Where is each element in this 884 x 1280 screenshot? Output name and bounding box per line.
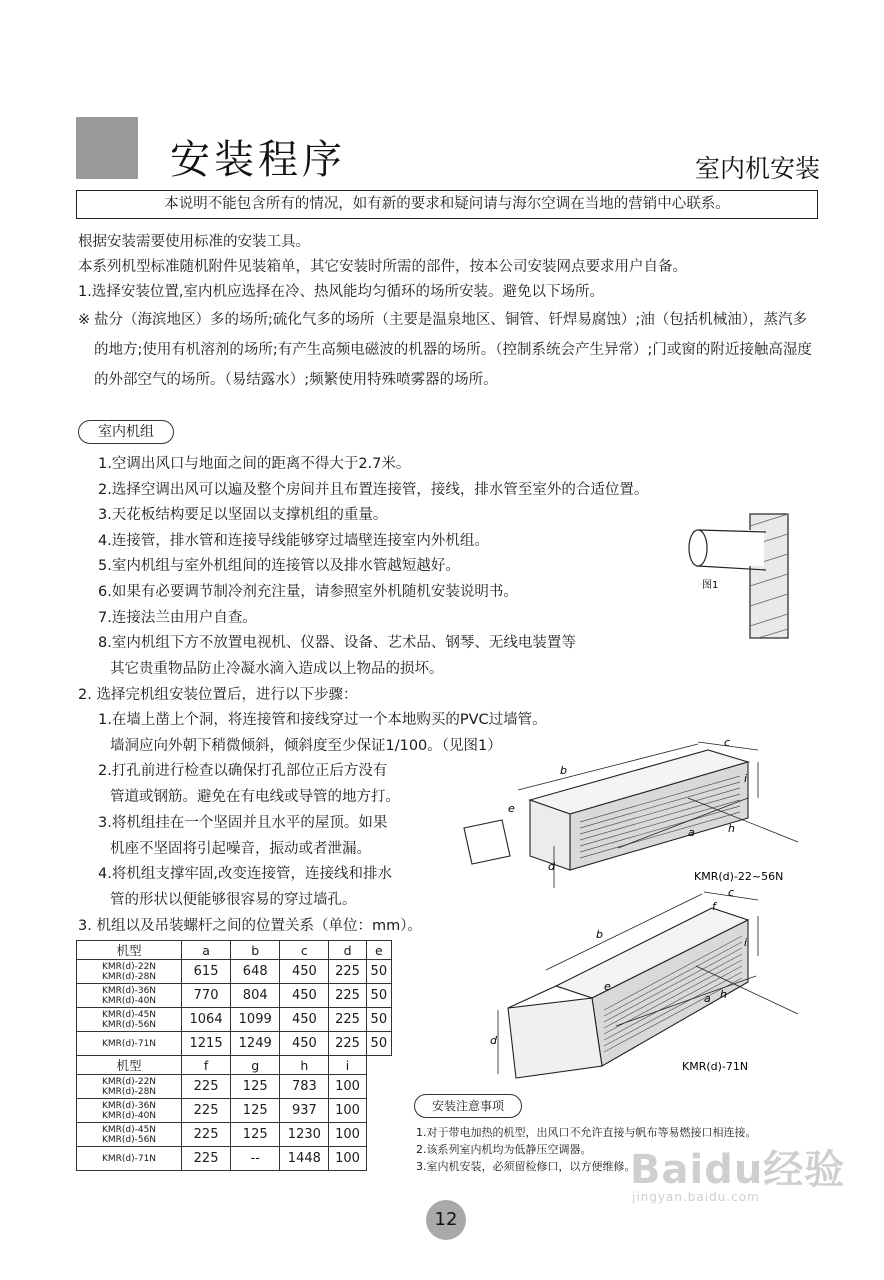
table-row	[77, 1123, 392, 1147]
section-title: 室内机安装	[694, 154, 820, 183]
list-item: 2.该系列室内机均为低静压空调器。	[416, 1143, 592, 1156]
list-item: 1.在墙上凿上个洞，将连接管和接线穿过一个本地购买的PVC过墙管。	[98, 712, 547, 728]
dim-label-b: b	[560, 764, 567, 777]
intro-line: 本系列机型标准随机附件见装箱单，其它安装时所需的部件，按本公司安装网点要求用户自备。	[78, 259, 687, 275]
model-cell: KMR(d)-71N	[77, 1032, 182, 1056]
table-header-cell: 机型	[77, 1056, 182, 1075]
step2-list	[98, 708, 547, 914]
dim-label-i: i	[744, 936, 748, 949]
table-row	[77, 1075, 392, 1099]
model-label-small: KMR(d)-22~56N	[694, 870, 784, 883]
table-cell: 225	[182, 1075, 231, 1099]
table-cell: 450	[280, 984, 329, 1008]
table-cell: 770	[182, 984, 231, 1008]
table-row	[77, 1147, 392, 1171]
note-mark: ※	[78, 312, 91, 328]
dim-label-i: i	[744, 772, 748, 785]
intro-line: 1.选择安装位置,室内机应选择在冷、热风能均匀循环的场所安装。避免以下场所。	[78, 284, 604, 300]
model-cell: KMR(d)-22N KMR(d)-28N	[77, 1075, 182, 1099]
table-row	[77, 984, 392, 1008]
table-empty-cell	[366, 1147, 391, 1171]
list-item: 1.对于带电加热的机型，出风口不允许直接与帆布等易燃接口相连接。	[416, 1126, 757, 1139]
dim-label-c: c	[724, 738, 731, 749]
list-item: 2.选择空调出风可以遍及整个房间并且布置连接管，接线，排水管至室外的合适位置。	[98, 481, 649, 498]
note-text: 盐分（海滨地区）多的场所;硫化气多的场所（主要是温泉地区、铜管、钎焊易腐蚀）;油（包括机械油），蒸汽多的地方;使用有机溶剂的场所;有产生高频电磁波的机器的场所。（控制系统会产生异常）;门或窗的附近接触高湿度的外部空气的场所。（易结露水）;频繁使用特殊喷雾器的场所。	[94, 312, 812, 388]
figure-1-wall-pipe	[680, 512, 820, 642]
table-cell: 125	[231, 1099, 280, 1123]
install-tips-label: 安装注意事项	[414, 1094, 522, 1118]
table-header-cell: b	[231, 941, 280, 960]
list-item: 6.如果有必要调节制冷剂充注量，请参照室外机随机安装说明书。	[98, 583, 518, 600]
indoor-unit-label: 室内机组	[78, 420, 174, 444]
dim-label-e: e	[604, 980, 611, 993]
table-cell: 225	[329, 1008, 366, 1032]
intro-line: 根据安装需要使用标准的安装工具。	[78, 234, 310, 250]
table-cell: 125	[231, 1123, 280, 1147]
model-cell: KMR(d)-45N KMR(d)-56N	[77, 1123, 182, 1147]
list-item: 墙洞应向外朝下稍微倾斜，倾斜度至少保证1/100。（见图1）	[110, 737, 502, 754]
table-header-cell: h	[280, 1056, 329, 1075]
baidu-watermark	[630, 1138, 846, 1204]
dim-label-e: e	[508, 802, 515, 815]
table-cell: 225	[329, 1032, 366, 1056]
table-cell: 50	[366, 1008, 391, 1032]
dim-label-a: a	[688, 826, 695, 839]
model-cell: KMR(d)-36N KMR(d)-40N	[77, 1099, 182, 1123]
list-item: 管道或钢筋。避免在有电线或导管的地方打。	[110, 789, 400, 806]
table-empty-cell	[366, 1056, 391, 1075]
table-row	[77, 1032, 392, 1056]
dim-label-h: h	[720, 988, 727, 1001]
page-number: 12	[426, 1200, 466, 1240]
model-cell: KMR(d)-71N	[77, 1147, 182, 1171]
table-row	[77, 960, 392, 984]
list-item: 1.空调出风口与地面之间的距离不得大于2.7米。	[98, 456, 411, 472]
dim-label-c: c	[728, 886, 735, 899]
step2-heading: 2. 选择完机组安装位置后，进行以下步骤：	[78, 687, 358, 703]
dim-label-d: d	[490, 1034, 497, 1047]
table-cell: 50	[366, 984, 391, 1008]
table-cell: 125	[231, 1075, 280, 1099]
watermark-brand: Baidu经验	[630, 1147, 846, 1193]
table-cell: 937	[280, 1099, 329, 1123]
list-item: 8.室内机组下方不放置电视机、仪器、设备、艺术品、钢琴、无线电装置等	[98, 635, 576, 652]
list-item: 机座不坚固将引起噪音，振动或者泄漏。	[110, 840, 371, 857]
indoor-unit-list	[98, 452, 698, 682]
dim-label-d: d	[548, 860, 555, 873]
dim-label-b: b	[596, 928, 603, 941]
table-cell: 50	[366, 960, 391, 984]
table-cell: 615	[182, 960, 231, 984]
list-item: 4.将机组支撑牢固,改变连接管，连接线和排水	[98, 866, 392, 883]
list-item: 5.室内机组与室外机组间的连接管以及排水管越短越好。	[98, 558, 460, 575]
table-cell: 225	[329, 984, 366, 1008]
list-item: 2.打孔前进行检查以确保打孔部位正后方没有	[98, 763, 388, 780]
pvc-pipe	[689, 530, 766, 570]
watermark-url: jingyan.baidu.com	[632, 1190, 760, 1204]
table-header-row	[77, 941, 392, 960]
table-cell: 1064	[182, 1008, 231, 1032]
table-cell: 225	[182, 1147, 231, 1171]
dim-label-h: h	[728, 822, 735, 835]
list-item: 7.连接法兰由用户自查。	[98, 609, 257, 626]
figure-1-label: 图1	[702, 580, 719, 591]
list-item: 3.天花板结构要足以坚固以支撑机组的重量。	[98, 507, 388, 524]
table-cell: 1215	[182, 1032, 231, 1056]
list-item: 管的形状以便能够很容易的穿过墙孔。	[110, 891, 357, 908]
table-cell: 50	[366, 1032, 391, 1056]
model-cell: KMR(d)-45N KMR(d)-56N	[77, 1008, 182, 1032]
table-cell: 648	[231, 960, 280, 984]
list-item: 3.室内机安装，必须留检修口，以方便维修。	[416, 1160, 636, 1173]
table-header-cell: d	[329, 941, 366, 960]
table-cell: 100	[329, 1099, 366, 1123]
table-row	[77, 1008, 392, 1032]
table-cell: 225	[329, 960, 366, 984]
table-cell: 225	[182, 1099, 231, 1123]
avoid-places-note	[78, 305, 818, 395]
model-label-large: KMR(d)-71N	[682, 1060, 749, 1073]
model-cell: KMR(d)-36N KMR(d)-40N	[77, 984, 182, 1008]
model-cell: KMR(d)-22N KMR(d)-28N	[77, 960, 182, 984]
table-empty-cell	[366, 1099, 391, 1123]
table-cell: 100	[329, 1075, 366, 1099]
list-item: 3.将机组挂在一个坚固并且水平的屋顶。如果	[98, 814, 388, 831]
table-header-cell: a	[182, 941, 231, 960]
dimensions-table	[76, 940, 392, 1171]
list-item: 4.连接管，排水管和连接导线能够穿过墙壁连接室内外机组。	[98, 532, 489, 549]
table-header-cell: i	[329, 1056, 366, 1075]
table-cell: 450	[280, 960, 329, 984]
table-cell: 804	[231, 984, 280, 1008]
table-cell: 1249	[231, 1032, 280, 1056]
table-cell: 1099	[231, 1008, 280, 1032]
step3-heading: 3. 机组以及吊装螺杆之间的位置关系（单位：mm）。	[78, 918, 422, 934]
header-gray-block	[76, 117, 138, 179]
table-cell: 450	[280, 1032, 329, 1056]
notice-box: 本说明不能包含所有的情况，如有新的要求和疑问请与海尔空调在当地的营销中心联系。	[76, 190, 818, 219]
table-header-cell: g	[231, 1056, 280, 1075]
table-header-cell: c	[280, 941, 329, 960]
table-empty-cell	[366, 1075, 391, 1099]
table-row	[77, 1099, 392, 1123]
unit-diagram-small	[458, 738, 820, 890]
table-cell: 100	[329, 1123, 366, 1147]
page-title: 安装程序	[170, 137, 346, 183]
table-empty-cell	[366, 1123, 391, 1147]
unit-diagram-large	[486, 886, 820, 1082]
table-cell: 1230	[280, 1123, 329, 1147]
table-cell: 1448	[280, 1147, 329, 1171]
table-cell: 783	[280, 1075, 329, 1099]
dim-label-a: a	[704, 992, 711, 1005]
list-item: 其它贵重物品防止冷凝水滴入造成以上物品的损坏。	[110, 660, 444, 677]
table-cell: 225	[182, 1123, 231, 1147]
table-cell: --	[231, 1147, 280, 1171]
table-cell: 450	[280, 1008, 329, 1032]
intro-text	[78, 230, 818, 305]
table-header-row	[77, 1056, 392, 1075]
table-header-cell: f	[182, 1056, 231, 1075]
table-header-cell: 机型	[77, 941, 182, 960]
table-cell: 100	[329, 1147, 366, 1171]
dim-label-f: f	[712, 900, 716, 913]
table-header-cell: e	[366, 941, 391, 960]
